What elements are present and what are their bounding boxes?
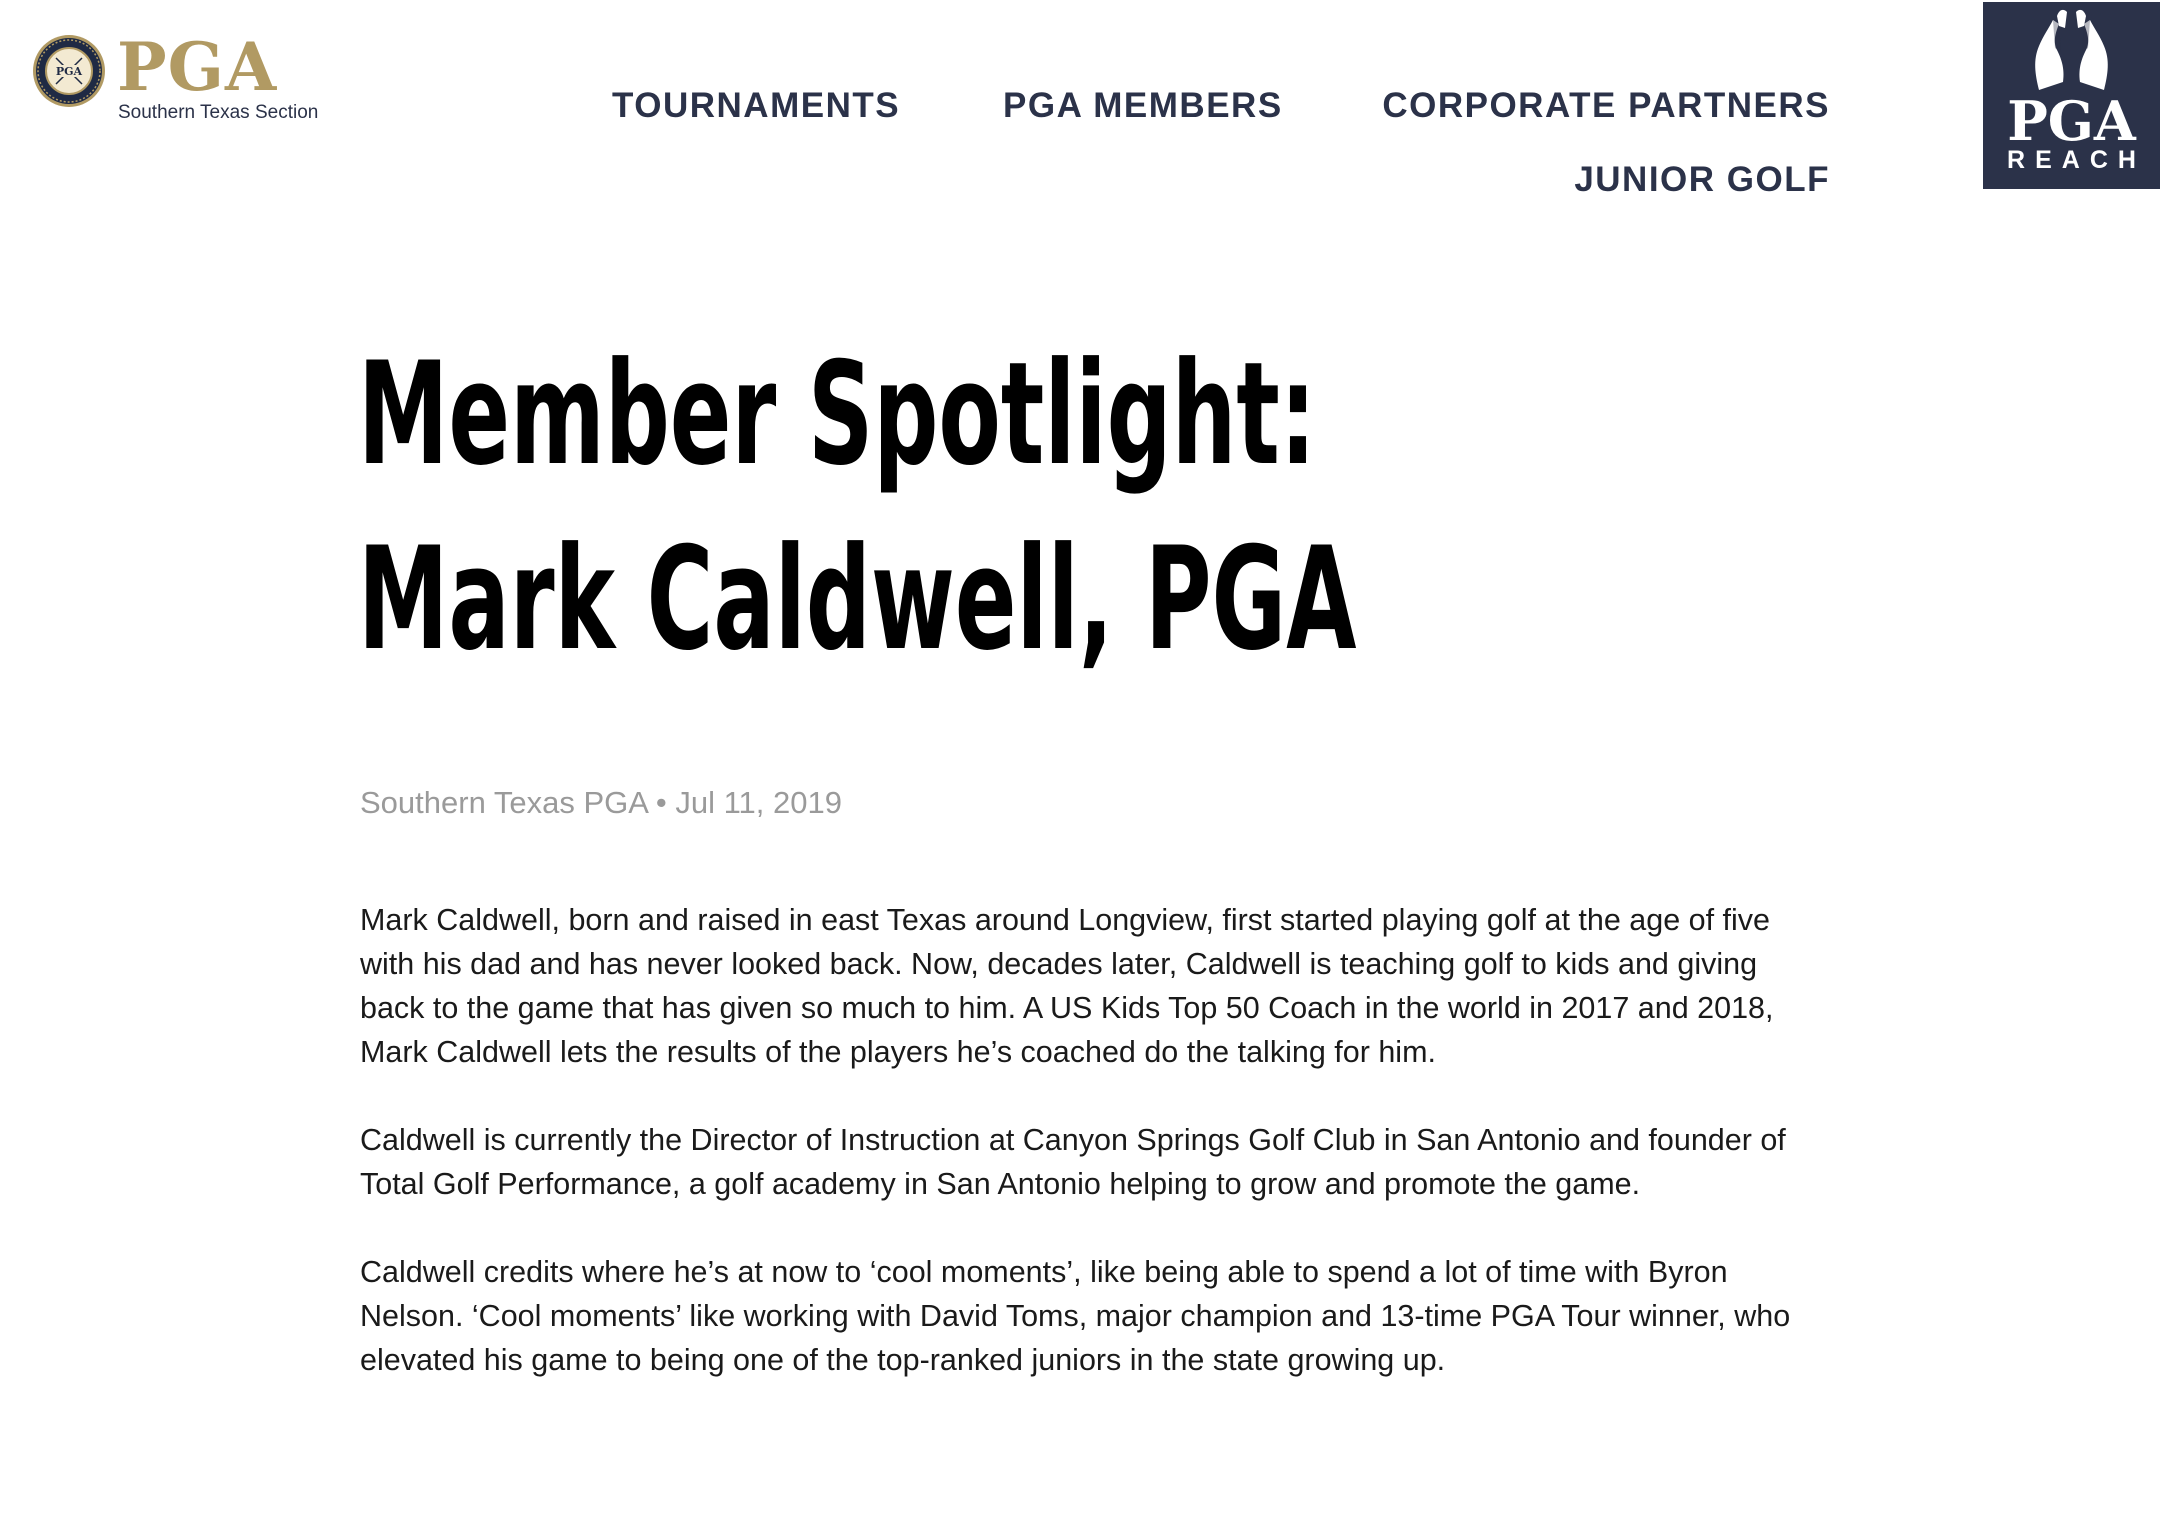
nav-pga-members[interactable]: PGA MEMBERS	[1003, 86, 1283, 125]
logo-subtitle: Southern Texas Section	[118, 102, 319, 123]
page-title	[358, 322, 1357, 692]
title-line-1: Member Spotlight:	[358, 332, 1317, 497]
seal-text: PGA	[55, 65, 83, 78]
article-author: Southern Texas PGA	[360, 785, 648, 820]
reach-logo-subtitle: REACH	[2007, 146, 2146, 174]
pga-seal-icon	[32, 34, 106, 108]
article-meta	[360, 785, 842, 821]
logo-wordmark: PGA	[117, 28, 278, 106]
nav-junior-golf[interactable]: JUNIOR GOLF	[1574, 160, 1830, 199]
article-body	[360, 898, 1810, 1426]
hands-icon	[1983, 2, 2160, 97]
title-line-2: Mark Caldwell, PGA	[358, 517, 1357, 682]
pga-southern-texas-logo[interactable]	[32, 28, 342, 124]
nav-tournaments[interactable]: TOURNAMENTS	[612, 86, 901, 125]
article-paragraph: Caldwell is currently the Director of Instruction at Canyon Springs Golf Club in San Antonio and founder of Total Golf Performance, a golf academy in San Antonio helping to grow and promote the game.	[360, 1123, 1786, 1201]
meta-separator: •	[655, 785, 667, 820]
article-date: Jul 11, 2019	[675, 785, 842, 820]
article-paragraph: Mark Caldwell, born and raised in east Texas around Longview, first started playing golf at the age of five with his dad and has never looked back. Now, decades later, Caldwell is teaching golf to kids and giving back to the game that has given so much to him. A US Kids Top 50 Coach in the world in 2017 and 2018, Mark Caldwell lets the results of the players he’s coached do the talking for him.	[360, 903, 1774, 1069]
article-paragraph: Caldwell credits where he’s at now to ‘cool moments’, like being able to spend a lot of time with Byron Nelson. ‘Cool moments’ like working with David Toms, major champion and 13-time PGA Tour winner, who elevated his game to being one of the top-ranked juniors in the state growing up.	[360, 1255, 1791, 1377]
reach-logo-title: PGA	[2007, 89, 2136, 153]
pga-reach-logo[interactable]	[1983, 2, 2160, 189]
nav-corporate-partners[interactable]: CORPORATE PARTNERS	[1382, 86, 1830, 125]
